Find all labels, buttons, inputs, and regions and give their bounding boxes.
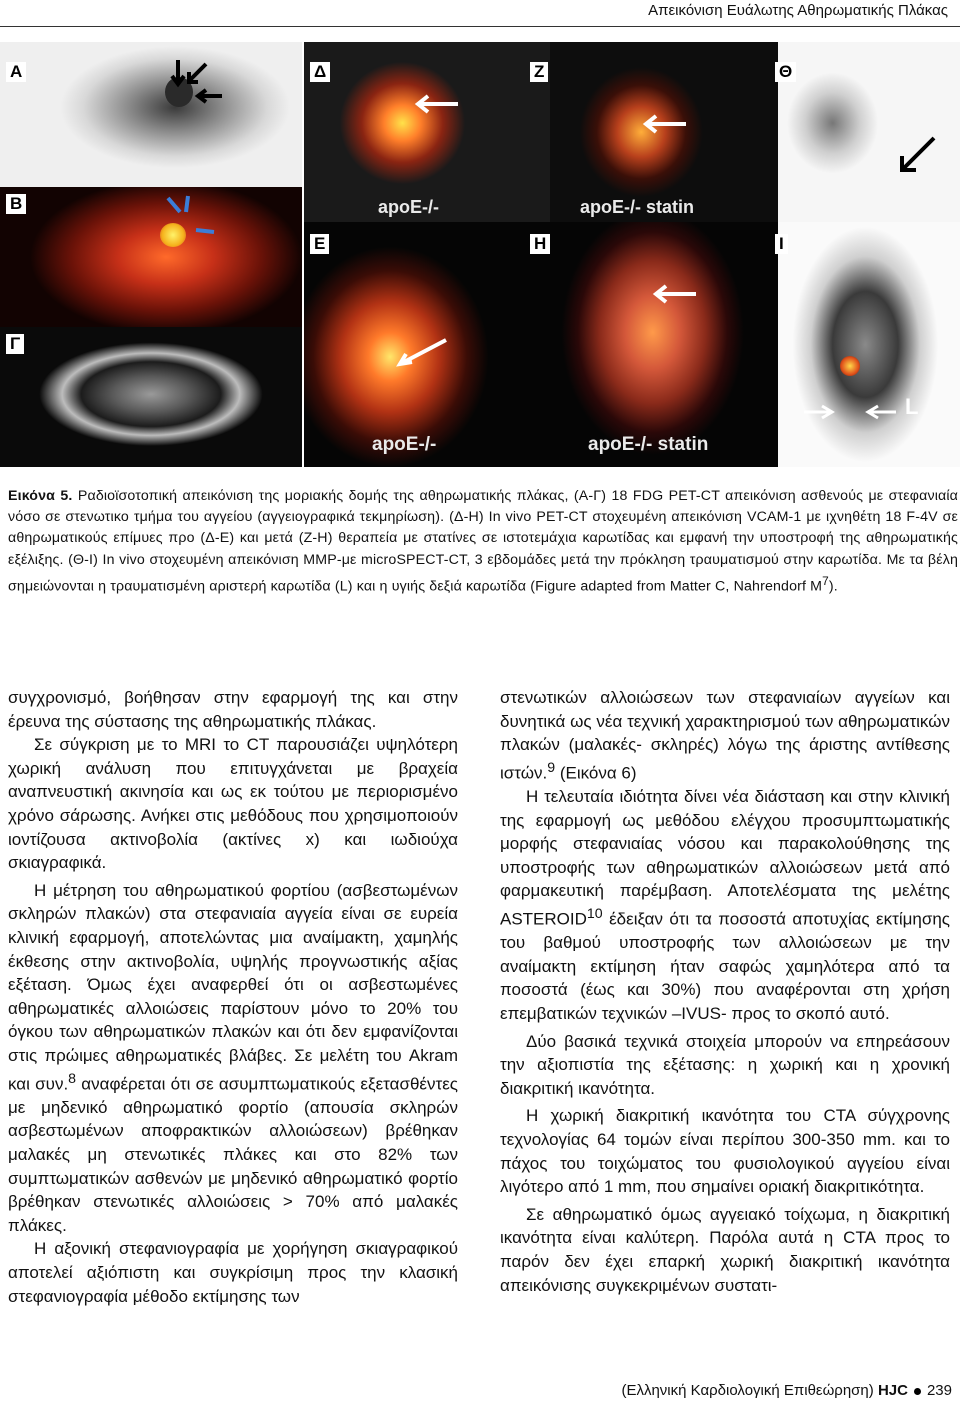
left-paragraph-3 [8, 879, 458, 1238]
footer-journal: (Ελληνική Καρδιολογική Επιθεώρηση) [621, 1382, 874, 1399]
figure-caption [8, 486, 958, 598]
panel-d-mouse-pet-ct [304, 42, 550, 222]
panel-label-a: Α [6, 62, 26, 82]
arrow-icons-i [800, 402, 900, 422]
panel-label-e: Ε [310, 234, 329, 254]
overlay-d-apoe: apoE-/- [378, 197, 439, 217]
bullet-icon [914, 1388, 921, 1395]
panel-h-carotid-pet-statin [550, 222, 778, 467]
panel-label-h: Η [530, 234, 550, 254]
caption-text: Ραδιοϊσοτοπική απεικόνιση της μοριακής δομής της αθηρωματικής πλάκας, (Α-Γ) 18 FDG PET-CT απεικόνιση ασθενούς με στεφανιαία νόσο σε στενωτικο τμήμα του αγγείου (αγγειογραφικά τεκμηρίωση). (Δ-Η) In vivo PET-CT στοχευμένη απεικόνιση VCAM-1 με ιχνηθέτη 18 F-4V σε αθηρωματικούς επίμυες προ (Δ-Ε) και μετά (Ζ-Η) θεραπεία με στατίνες σε ιστοτεμάχια καρωτίδας και εμφανή την υποστροφή της αθηρωματικής εξέλιξης. (Θ-Ι) In vivo στοχευμένη απεικόνιση MMP-με microSPECT-CT, 3 εβδομάδες μετά την πρόκληση τραυματισμού στην καρωτίδα. Με τα βέλη σημειώνονται η τραυματισμένη αριστερή καρωτίδα (L) και η υγιής δεξιά καρωτίδα (Figure adapted from Matter C, Nahrendorf M [8, 488, 958, 595]
right-p2-a: Η τελευταία ιδιότητα δίνει νέα διάσταση και στην κλινική της εφαρμογή ως μεθόδου ελέγχου προσυμπτωματικής μορφής στεφανιαίας νόσου και παρακολούθησης της υποστροφής των αθηρωματικών αλλοιώσεων μετά από φαρμακευτική παρέμβαση. Αποτελέσματα της μελέτης ASTEROID [500, 787, 950, 929]
right-p1-ref: 9 [547, 759, 556, 776]
panel-i-microspect-ct [778, 222, 960, 467]
left-paragraph-1: συγχρονισμό, βοήθησαν στην εφαρμογή της και στην έρευνα της σύστασης της αθηρωματικής πλάκας. [8, 688, 458, 731]
panel-b-pet-ct-fused [0, 187, 302, 327]
footer-abbr: HJC [877, 1382, 908, 1399]
arrow-icon-e [390, 332, 450, 372]
right-p1-b: (Εικόνα 6) [555, 763, 637, 783]
left-p3-a: Η μέτρηση του αθηρωματικού φορτίου (ασβεστωμένων σκληρών πλακών) στα στεφανιαία αγγεία είναι σε ευρεία κλινική εφαρμογή, αποτελώντας μια αναίμακτη, χαμηλής έκθεσης στην ακτινοβολία, υψηλής προγνωστικής αξίας εξέταση. Όμως έχει αναφερθεί ότι οι ασβεστωμένες αθηρωματικές αλλοιώσεις παρίστουν μόνο το 20% του όγκου των αθηρωματικών πλακών και ότι δεν εμφανίζονται στις πρώιμες αθηρωματικές βλάβες. Σε μελέτη του Akram και συν. [8, 880, 458, 1094]
overlay-h-apoe-statin: apoE-/- statin [588, 434, 709, 455]
overlay-z-apoe-statin: apoE-/- statin [580, 197, 695, 217]
right-paragraph-5: Σε αθηρωματικό όμως αγγειακό τοίχωμα, η διακριτική ικανότητα είναι καλύτερη. Παρόλα αυτά η CTA προς το παρόν δεν έχει επαρκή χωρική διακριτική ικανότητα απεικόνισης συγκεκριμένων συστατι- [500, 1204, 950, 1295]
panel-a-pet-axial [0, 42, 302, 187]
right-column [500, 686, 950, 1297]
overlay-i-left-label: L [905, 394, 919, 419]
right-p2-b: έδειξαν ότι τα ποσοστά αποτυχίας εκτίμησης του βαθμού υποστροφής των αλλοιώσεων με την αναίμακτη εκτίμηση ήταν σαφώς χαμηλότερα από τα ποσοστά (έως και 30%) που αναφέρονται στη χρήση επεμβατικών τεχνικών –IVUS- προς το σκοπό αυτό. [500, 909, 950, 1024]
caption-end: ). [828, 578, 838, 595]
arrow-icon-z [640, 112, 690, 136]
arrow-icon-d [412, 92, 462, 116]
caption-ref: 7 [822, 573, 829, 588]
overlay-e-apoe: apoE-/- [372, 434, 437, 455]
left-paragraph-4: Η αξονική στεφανιογραφία με χορήγηση σκιαγραφικού αποτελεί αξιόπιστη και συγκρίσιμη προς την κλασική στεφανιογραφία μέθοδο εκτίμησης των [8, 1239, 458, 1306]
panel-label-g: Γ [6, 334, 24, 354]
caption-label: Εικόνα 5. [8, 488, 73, 504]
left-column [8, 686, 458, 1308]
figure-5 [0, 42, 960, 467]
right-paragraph-4: Η χωρική διακριτική ικανότητα του CTA σύγχρονης τεχνολογίας 64 τομών είναι περίπου 300-350 mm. και το πάχος του τοιχώματος του φυσιολογικού αγγείου είναι λιγότερο από 1 mm, που σημαίνει οριακή διακριτικότητα. [500, 1106, 950, 1197]
header-rule [0, 26, 960, 27]
right-paragraph-3: Δύο βασικά τεχνικά στοιχεία μπορούν να επηρεάσουν την αξιοπιστία της εξέτασης: η χωρική και η χρονική διακριτική ικανότητα. [500, 1031, 950, 1098]
right-paragraph-1 [500, 686, 950, 785]
panel-g-ct-axial [0, 327, 302, 467]
running-header: Απεικόνιση Ευάλωτης Αθηρωματικής Πλάκας [648, 2, 948, 19]
right-paragraph-2 [500, 785, 950, 1026]
right-p1-a: στενωτικών αλλοιώσεων των στεφανιαίων αγγείων και δυνητικά ως νέα τεχνική χαρακτηρισμού των αθηρωματικών πλακών (μαλακές- σκληρές) λόγω της άριστης αντίθεσης ιστών. [500, 688, 950, 783]
panel-label-th: Θ [775, 62, 796, 82]
left-p3-ref: 8 [68, 1070, 77, 1087]
arrow-icons-b [160, 192, 220, 247]
left-paragraph-2: Σε σύγκριση με το MRI το CT παρουσιάζει υψηλότερη χωρική ανάλυση που επιτυγχάνεται με βραχεία αναπνευστική ακινησία και ως εκ τούτου με περιορισμένο χρόνο σάρωσης. Ανήκει στις μεθόδους που χρησιμοποιούν ιοντίζουσα ακτινοβολία (ακτίνες x) και ιωδιούχα σκιαγραφικά. [8, 735, 458, 873]
page-number: 239 [926, 1382, 952, 1399]
panel-label-z: Ζ [530, 62, 548, 82]
arrow-icon-th [890, 132, 940, 182]
panel-label-d: Δ [310, 62, 330, 82]
page-footer [621, 1382, 952, 1399]
right-p2-ref: 10 [586, 906, 603, 922]
panel-label-b: Β [6, 194, 26, 214]
left-p3-b: αναφέρεται ότι σε ασυμπτωματικούς εξετασθέντες με μηδενικό αθηρωματικό φορτίο (απουσία σκληρών ασβεστωμένων αποφρακτικών αλλοιώσεων) βρέθηκαν μαλακές μη στενωτικές πλάκες και στο 82% των συμπτωματικών ασθενών με μηδενικό αθηρωματικό φορτίο βρέθηκαν στενωτικές αλλοιώσεις > 70% από μαλακές πλάκες. [8, 1074, 458, 1235]
arrow-icon-h [650, 282, 700, 306]
left-carotid-uptake [840, 356, 860, 376]
panel-label-i: Ι [775, 234, 788, 254]
arrow-icons-a [160, 56, 230, 116]
